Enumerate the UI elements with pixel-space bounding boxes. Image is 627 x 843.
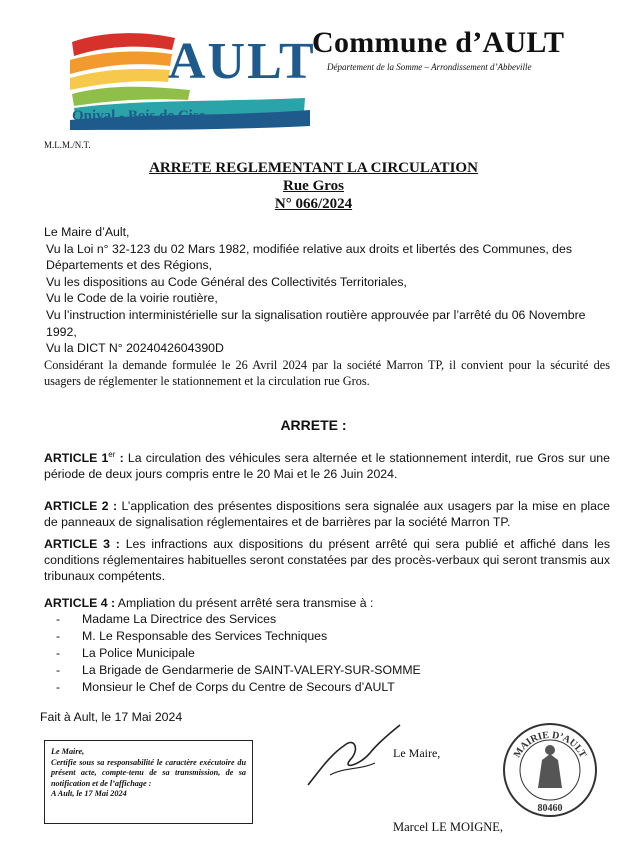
mayor-name: Marcel LE MOIGNE, (393, 820, 504, 834)
document-title-text: ARRETE REGLEMENTANT LA CIRCULATION (149, 160, 478, 176)
preamble-instruction: Vu l’instruction interministérielle sur la signalisation routière approuvée par l’arrêté du 06 Novembre 1992, (46, 307, 586, 339)
arrete-heading: ARRETE : (280, 417, 347, 433)
list-item: - Madame La Directrice des Services (56, 611, 421, 628)
list-item: - La Brigade de Gendarmerie de SAINT-VALERY-SUR-SOMME (56, 662, 421, 679)
article-2-text: L’application des présentes dispositions sera signalée aux usagers par la mise en place de panneaux de signalisation réglementaires et de barrières par la société Marron TP. (44, 499, 610, 529)
logo-word: AULT (168, 33, 316, 90)
article-3 (44, 536, 610, 584)
article-1-label: ARTICLE 1 (44, 451, 109, 466)
logo-tagline: Onival - Bois de Cise (72, 108, 206, 124)
mayor-label: Le Maire, (393, 746, 441, 760)
commune-title: Commune d’AULT (312, 26, 565, 59)
preamble-code-cgct: Vu les dispositions au Code Général des Collectivités Territoriales, (46, 274, 407, 289)
preamble-mayor: Le Maire d’Ault, (44, 225, 130, 239)
list-item: - M. Le Responsable des Services Techniques (56, 628, 421, 645)
street-name-text: Rue Gros (283, 178, 344, 194)
commune-subtitle: Département de la Somme – Arrondissement d’Abbeville (327, 62, 532, 72)
document-title (0, 160, 627, 177)
ault-logo (60, 20, 318, 132)
preamble-code-voirie: Vu le Code de la voirie routière, (46, 291, 218, 306)
list-item: - Monsieur le Chef de Corps du Centre de Secours d’AULT (56, 679, 421, 696)
list-item: - La Police Municipale (56, 645, 421, 662)
seal-top-text: MAIRIE D’AULT (511, 729, 589, 760)
article-3-label: ARTICLE 3 : (44, 537, 120, 551)
article-1-sup: er (108, 450, 116, 459)
certification-date: A Ault, le 17 Mai 2024 (51, 789, 127, 799)
article-4-text: Ampliation du présent arrêté sera transmise à : (115, 596, 374, 610)
decree-number (0, 196, 627, 213)
logo-wave-yellow (70, 69, 170, 90)
article-1 (44, 447, 610, 482)
article-4-label: ARTICLE 4 : (44, 596, 116, 610)
certification-text: Certifie sous sa responsabilité le caractère exécutoire du présent acte, compte-tenu de sa transmission, de sa notification et de l’affichage : (51, 757, 246, 788)
seal-postcode: 80460 (537, 803, 563, 814)
preamble (44, 224, 610, 390)
street-name (0, 178, 627, 195)
preamble-dict: Vu la DICT N° 2024042604390D (46, 341, 224, 356)
article-4 (44, 595, 610, 611)
decree-number-text: N° 066/2024 (274, 196, 353, 212)
article-3-text: Les infractions aux dispositions du présent arrêté qui sera publié et affiché dans les conditions réglementaires habituelles seront constatées par des procès-verbaux qui seront transmis aux tribunaux compétents. (44, 537, 610, 583)
preamble-law: Vu la Loi n° 32-123 du 02 Mars 1982, modifiée relative aux droits et libertés des Communes, des Départements et des Régions, (46, 241, 572, 273)
article-2-label: ARTICLE 2 : (44, 499, 118, 513)
town-hall-seal (500, 720, 600, 820)
done-at: Fait à Ault, le 17 Mai 2024 (40, 710, 183, 724)
article-2 (44, 498, 610, 530)
certification-title: Le Maire, (51, 747, 85, 756)
preamble-considering: Considérant la demande formulée le 26 Avril 2024 par la société Marron TP, il convient pour la sécurité des usagers de réglementer le stationnement et la circulation rue Gros. (44, 357, 610, 389)
ampliation-list (56, 611, 421, 696)
certification-box (44, 740, 253, 824)
article-1-text: La circulation des véhicules sera alternée et le stationnement interdit, rue Gros sur une période de deux jours compris entre le 20 Mai et le 26 Juin 2024. (44, 451, 610, 482)
article-1-colon: : (115, 451, 124, 466)
reference-initials: M.L.M./N.T. (44, 140, 91, 150)
